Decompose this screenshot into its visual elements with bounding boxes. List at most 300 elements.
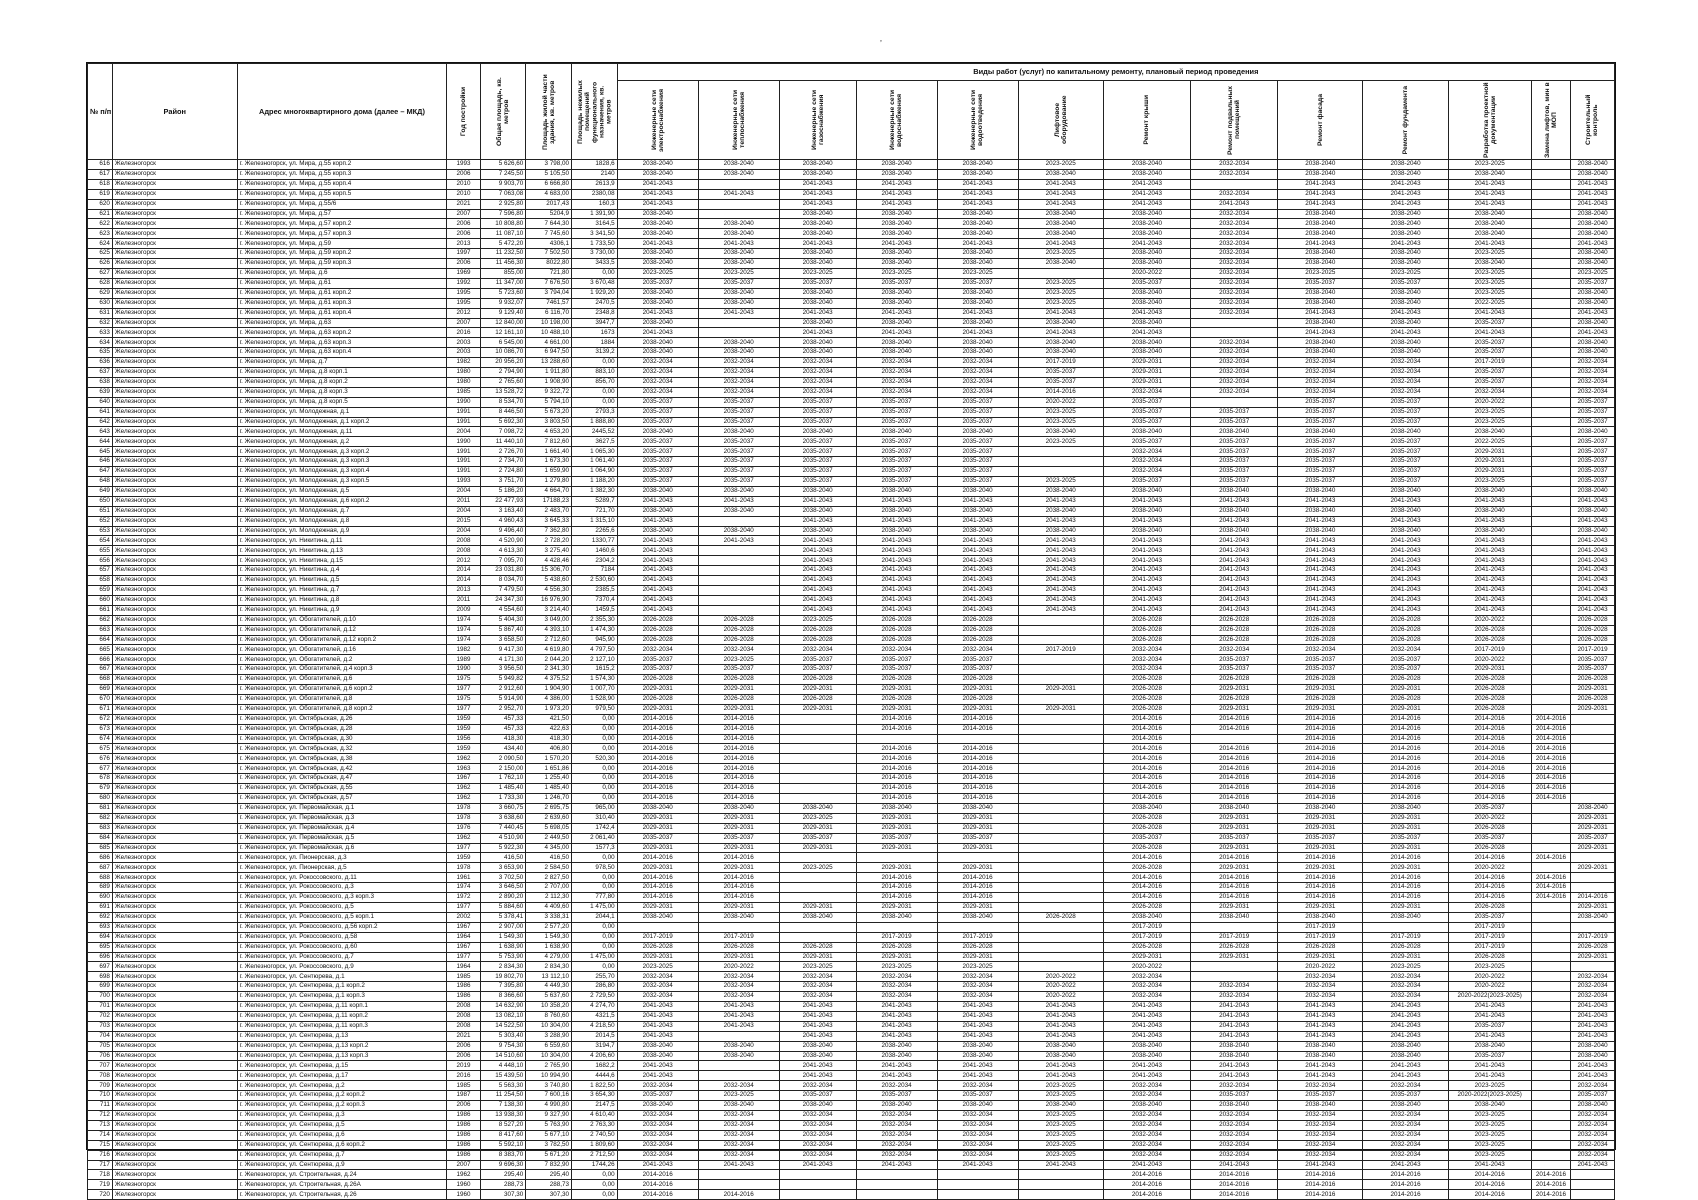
cell-basement: 2041-2043 (1191, 556, 1278, 566)
cell-water: 2029-2031 (856, 685, 937, 695)
cell-living-area: 13 112,10 (526, 972, 572, 982)
cell-address: г. Железногорск, ул. Никитина, д.15 (237, 556, 447, 566)
cell-no: 675 (88, 744, 113, 754)
cell-nonres-area: 1 391,90 (571, 209, 617, 219)
cell-total-area: 7 440,45 (480, 823, 526, 833)
cell-address: г. Железногорск, ул. Мира, д.63 корп.2 (237, 328, 447, 338)
cell-heating: 2035-2037 (698, 437, 779, 447)
cell-roof: 2038-2040 (1103, 288, 1190, 298)
cell-heating: 2038-2040 (698, 348, 779, 358)
cell-foundation: 2035-2037 (1363, 467, 1448, 477)
cell-elevator: 2023-2025 (1018, 278, 1103, 288)
cell-gas: 2038-2040 (779, 169, 856, 179)
cell-water: 2041-2043 (856, 1160, 937, 1170)
cell-nonres-area: 0,00 (571, 932, 617, 942)
cell-living-area: 1 973,20 (526, 704, 572, 714)
cell-design: 2014-2016 (1448, 853, 1531, 863)
cell-roof: 2035-2037 (1103, 417, 1190, 427)
cell-elevator: 2038-2040 (1018, 1101, 1103, 1111)
cell-sewage: 2041-2043 (937, 199, 1018, 209)
cell-gas: 2038-2040 (779, 348, 856, 358)
cell-elevator: 2041-2043 (1018, 189, 1103, 199)
cell-facade: 2014-2016 (1278, 794, 1363, 804)
table-row (88, 566, 1615, 576)
cell-no: 665 (88, 645, 113, 655)
cell-no: 663 (88, 625, 113, 635)
cell-design: 2014-2016 (1448, 724, 1531, 734)
cell-year: 1991 (447, 417, 480, 427)
cell-foundation: 2014-2016 (1363, 714, 1448, 724)
cell-basement: 2029-2031 (1191, 823, 1278, 833)
cell-elevator (1018, 952, 1103, 962)
cell-nonres-area: 4321,5 (571, 1011, 617, 1021)
cell-gas (779, 774, 856, 784)
cell-basement: 2029-2031 (1191, 952, 1278, 962)
cell-construction-control: 2026-2028 (1571, 675, 1615, 685)
cell-living-area: 2 584,50 (526, 863, 572, 873)
cell-design: 2041-2043 (1448, 576, 1531, 586)
table-row (88, 694, 1615, 704)
cell-living-area: 10 304,00 (526, 1051, 572, 1061)
cell-nonres-area: 1 064,90 (571, 467, 617, 477)
cell-gas: 2026-2028 (779, 942, 856, 952)
cell-facade: 2014-2016 (1278, 734, 1363, 744)
cell-total-area: 3 702,50 (480, 873, 526, 883)
cell-nonres-area: 3627,5 (571, 437, 617, 447)
cell-water: 2035-2037 (856, 467, 937, 477)
cell-nonres-area: 3 730,00 (571, 249, 617, 259)
cell-no: 717 (88, 1160, 113, 1170)
cell-basement: 2014-2016 (1191, 1190, 1278, 1200)
cell-gas: 2035-2037 (779, 833, 856, 843)
cell-gas: 2038-2040 (779, 259, 856, 269)
cell-total-area: 2 952,70 (480, 704, 526, 714)
cell-elevator-replace: 2014-2016 (1531, 853, 1570, 863)
cell-roof: 2041-2043 (1103, 556, 1190, 566)
cell-construction-control: 2032-2034 (1571, 377, 1615, 387)
cell-address: г. Железногорск, ул. Обогатителей, д.16 (237, 645, 447, 655)
cell-elevator-replace (1531, 823, 1570, 833)
cell-heating: 2026-2028 (698, 635, 779, 645)
capital-repair-table (87, 63, 1615, 1200)
cell-living-area: 4 449,30 (526, 982, 572, 992)
cell-construction-control: 2032-2034 (1571, 1120, 1615, 1130)
cell-living-area: 4 556,30 (526, 585, 572, 595)
cell-gas: 2032-2034 (779, 972, 856, 982)
cell-total-area: 9 903,70 (480, 179, 526, 189)
cell-rayon: Железногорск (112, 556, 237, 566)
cell-address: г. Железногорск, ул. Рокоссовского, д.9 (237, 962, 447, 972)
cell-construction-control: 2038-2040 (1571, 506, 1615, 516)
cell-year: 1985 (447, 1081, 480, 1091)
cell-no: 649 (88, 486, 113, 496)
cell-nonres-area: 1 822,50 (571, 1081, 617, 1091)
cell-gas: 2023-2025 (779, 615, 856, 625)
cell-rayon: Железногорск (112, 1120, 237, 1130)
cell-heating (698, 576, 779, 586)
cell-elevator: 2023-2025 (1018, 437, 1103, 447)
cell-roof: 2041-2043 (1103, 605, 1190, 615)
cell-heating (698, 605, 779, 615)
cell-facade: 2029-2031 (1278, 823, 1363, 833)
cell-facade: 2026-2028 (1278, 694, 1363, 704)
cell-heating: 2038-2040 (698, 506, 779, 516)
cell-year: 1962 (447, 1170, 480, 1180)
cell-address: г. Железногорск, ул. Молодежная, д.11 (237, 427, 447, 437)
cell-year: 2006 (447, 1101, 480, 1111)
cell-foundation: 2026-2028 (1363, 694, 1448, 704)
cell-foundation: 2026-2028 (1363, 625, 1448, 635)
cell-elevator-replace (1531, 982, 1570, 992)
cell-electric: 2032-2034 (617, 387, 698, 397)
cell-sewage: 2038-2040 (937, 259, 1018, 269)
cell-design: 2023-2025 (1448, 249, 1531, 259)
cell-design: 2032-2034 (1448, 387, 1531, 397)
cell-sewage: 2029-2031 (937, 823, 1018, 833)
table-row (88, 605, 1615, 615)
table-header (88, 64, 1615, 160)
cell-basement: 2041-2043 (1191, 605, 1278, 615)
cell-electric: 2038-2040 (617, 318, 698, 328)
cell-water: 2038-2040 (856, 427, 937, 437)
cell-address: г. Железногорск, ул. Сентюрева, д.13 корп.3 (237, 1051, 447, 1061)
cell-basement: 2041-2043 (1191, 585, 1278, 595)
cell-elevator-replace (1531, 437, 1570, 447)
table-row (88, 764, 1615, 774)
cell-design: 2041-2043 (1448, 496, 1531, 506)
cell-elevator (1018, 803, 1103, 813)
cell-nonres-area: 160,3 (571, 199, 617, 209)
cell-basement: 2041-2043 (1191, 1061, 1278, 1071)
cell-roof: 2026-2028 (1103, 902, 1190, 912)
cell-address: г. Железногорск, ул. Октябрьская, д.32 (237, 744, 447, 754)
cell-living-area: 10 358,20 (526, 1002, 572, 1012)
cell-rayon: Железногорск (112, 199, 237, 209)
cell-roof: 2026-2028 (1103, 685, 1190, 695)
cell-no: 644 (88, 437, 113, 447)
cell-water (856, 853, 937, 863)
cell-elevator: 2038-2040 (1018, 427, 1103, 437)
cell-elevator-replace (1531, 932, 1570, 942)
cell-rayon: Железногорск (112, 546, 237, 556)
cell-roof: 2041-2043 (1103, 595, 1190, 605)
cell-year: 1990 (447, 397, 480, 407)
cell-total-area: 7 245,50 (480, 169, 526, 179)
cell-water: 2038-2040 (856, 249, 937, 259)
cell-elevator (1018, 714, 1103, 724)
cell-year: 2006 (447, 1051, 480, 1061)
cell-design: 2041-2043 (1448, 199, 1531, 209)
cell-design: 2041-2043 (1448, 179, 1531, 189)
cell-address: г. Железногорск, ул. Первомайская, д.3 (237, 813, 447, 823)
cell-roof: 2041-2043 (1103, 1021, 1190, 1031)
cell-heating: 2029-2031 (698, 902, 779, 912)
cell-elevator: 2038-2040 (1018, 338, 1103, 348)
cell-foundation: 2032-2034 (1363, 1120, 1448, 1130)
cell-foundation: 2032-2034 (1363, 982, 1448, 992)
cell-nonres-area: 286,80 (571, 982, 617, 992)
cell-elevator: 2038-2040 (1018, 219, 1103, 229)
cell-basement: 2035-2037 (1191, 437, 1278, 447)
cell-basement: 2032-2034 (1191, 219, 1278, 229)
cell-no: 688 (88, 873, 113, 883)
cell-total-area: 7 098,72 (480, 427, 526, 437)
cell-living-area: 6 666,80 (526, 179, 572, 189)
cell-facade: 2041-2043 (1278, 308, 1363, 318)
cell-living-area: 4 653,20 (526, 427, 572, 437)
cell-heating: 2014-2016 (698, 794, 779, 804)
cell-water: 2029-2031 (856, 843, 937, 853)
cell-total-area: 1 549,30 (480, 932, 526, 942)
cell-living-area: 4 664,70 (526, 486, 572, 496)
cell-foundation: 2041-2043 (1363, 1002, 1448, 1012)
cell-rayon: Железногорск (112, 1031, 237, 1041)
cell-gas: 2041-2043 (779, 516, 856, 526)
cell-design: 2038-2040 (1448, 169, 1531, 179)
cell-address: г. Железногорск, ул. Сентюрева, д.7 (237, 1150, 447, 1160)
cell-foundation: 2032-2034 (1363, 972, 1448, 982)
cell-construction-control: 2041-2043 (1571, 199, 1615, 209)
cell-water: 2035-2037 (856, 278, 937, 288)
cell-basement: 2032-2034 (1191, 1111, 1278, 1121)
cell-elevator-replace (1531, 952, 1570, 962)
cell-year: 1997 (447, 249, 480, 259)
cell-gas: 2038-2040 (779, 338, 856, 348)
cell-nonres-area: 1 065,30 (571, 447, 617, 457)
cell-elevator-replace (1531, 912, 1570, 922)
cell-heating: 2032-2034 (698, 992, 779, 1002)
cell-water (856, 734, 937, 744)
cell-nonres-area: 7370,4 (571, 595, 617, 605)
cell-roof: 2020-2022 (1103, 962, 1190, 972)
cell-electric: 2035-2037 (617, 278, 698, 288)
cell-nonres-area: 2613,9 (571, 179, 617, 189)
cell-roof: 2038-2040 (1103, 912, 1190, 922)
cell-rayon: Железногорск (112, 268, 237, 278)
cell-rayon: Железногорск (112, 278, 237, 288)
cell-foundation: 2038-2040 (1363, 1051, 1448, 1061)
table-row (88, 536, 1615, 546)
table-row (88, 397, 1615, 407)
cell-water: 2041-2043 (856, 546, 937, 556)
cell-elevator-replace (1531, 368, 1570, 378)
cell-water: 2035-2037 (856, 655, 937, 665)
cell-water: 2032-2034 (856, 1120, 937, 1130)
cell-electric: 2041-2043 (617, 496, 698, 506)
cell-sewage: 2038-2040 (937, 506, 1018, 516)
cell-roof: 2038-2040 (1103, 1051, 1190, 1061)
cell-address: г. Железногорск, ул. Обогатителей, д.12 (237, 625, 447, 635)
cell-electric: 2038-2040 (617, 219, 698, 229)
cell-total-area: 7 395,80 (480, 982, 526, 992)
cell-elevator-replace (1531, 1150, 1570, 1160)
cell-roof: 2032-2034 (1103, 1091, 1190, 1101)
cell-heating: 2014-2016 (698, 883, 779, 893)
cell-no: 662 (88, 615, 113, 625)
cell-design: 2041-2043 (1448, 536, 1531, 546)
cell-heating (698, 516, 779, 526)
cell-address: г. Железногорск, ул. Пионерская, д.3 (237, 853, 447, 863)
cell-heating: 2032-2034 (698, 1081, 779, 1091)
cell-foundation: 2029-2031 (1363, 813, 1448, 823)
cell-address: г. Железногорск, ул. Обогатителей, д.6 корп.2 (237, 685, 447, 695)
cell-total-area: 4 510,90 (480, 833, 526, 843)
cell-water: 2041-2043 (856, 189, 937, 199)
cell-foundation: 2038-2040 (1363, 486, 1448, 496)
cell-design: 2029-2031 (1448, 467, 1531, 477)
cell-electric: 2029-2031 (617, 902, 698, 912)
cell-year: 2013 (447, 585, 480, 595)
cell-facade: 2032-2034 (1278, 645, 1363, 655)
cell-year: 2014 (447, 566, 480, 576)
cell-water: 2026-2028 (856, 615, 937, 625)
cell-total-area: 2 890,20 (480, 893, 526, 903)
cell-address: г. Железногорск, ул. Обогатителей, д.8 (237, 694, 447, 704)
cell-address: г. Железногорск, ул. Рокоссовского, д.7 (237, 952, 447, 962)
cell-construction-control (1571, 764, 1615, 774)
table-row (88, 843, 1615, 853)
cell-address: г. Железногорск, ул. Мира, д.7 (237, 358, 447, 368)
cell-address: г. Железногорск, ул. Молодежная, д.9 (237, 526, 447, 536)
cell-nonres-area: 0,00 (571, 784, 617, 794)
cell-sewage: 2038-2040 (937, 348, 1018, 358)
cell-living-area: 2 639,60 (526, 813, 572, 823)
cell-year: 1972 (447, 893, 480, 903)
cell-basement: 2041-2043 (1191, 546, 1278, 556)
cell-rayon: Железногорск (112, 1051, 237, 1061)
cell-design: 2020-2022 (1448, 813, 1531, 823)
cell-elevator: 2041-2043 (1018, 179, 1103, 189)
cell-electric: 2041-2043 (617, 199, 698, 209)
cell-nonres-area: 0,00 (571, 744, 617, 754)
cell-gas: 2041-2043 (779, 1031, 856, 1041)
table-row (88, 992, 1615, 1002)
table-row (88, 1190, 1615, 1200)
cell-nonres-area: 2 061,40 (571, 833, 617, 843)
cell-elevator-replace (1531, 278, 1570, 288)
cell-design: 2014-2016 (1448, 714, 1531, 724)
cell-construction-control: 2041-2043 (1571, 585, 1615, 595)
cell-sewage: 2038-2040 (937, 526, 1018, 536)
cell-gas: 2029-2031 (779, 685, 856, 695)
cell-nonres-area: 7184 (571, 566, 617, 576)
cell-living-area: 2 341,30 (526, 665, 572, 675)
cell-elevator-replace: 2014-2016 (1531, 1190, 1570, 1200)
cell-sewage: 2038-2040 (937, 1041, 1018, 1051)
cell-water: 2035-2037 (856, 477, 937, 487)
table-row (88, 1160, 1615, 1170)
cell-electric: 2035-2037 (617, 665, 698, 675)
cell-nonres-area: 0,00 (571, 853, 617, 863)
cell-basement: 2041-2043 (1191, 1031, 1278, 1041)
cell-facade: 2014-2016 (1278, 744, 1363, 754)
cell-elevator-replace (1531, 1041, 1570, 1051)
cell-basement: 2041-2043 (1191, 1160, 1278, 1170)
cell-year: 1962 (447, 833, 480, 843)
cell-foundation: 2041-2043 (1363, 1061, 1448, 1071)
cell-address: г. Железногорск, ул. Рокоссовского, д.58 (237, 932, 447, 942)
cell-elevator: 2041-2043 (1018, 546, 1103, 556)
cell-address: г. Железногорск, ул. Мира, д.57 корп.2 (237, 219, 447, 229)
cell-basement: 2032-2034 (1191, 377, 1278, 387)
cell-nonres-area: 0,00 (571, 1170, 617, 1180)
cell-nonres-area: 1 888,80 (571, 417, 617, 427)
cell-facade: 2029-2031 (1278, 704, 1363, 714)
cell-foundation: 2041-2043 (1363, 1031, 1448, 1041)
cell-address: г. Железногорск, ул. Сентюрева, д.13 (237, 1031, 447, 1041)
cell-living-area: 421,50 (526, 714, 572, 724)
cell-living-area: 2 483,70 (526, 506, 572, 516)
cell-living-area: 5204,9 (526, 209, 572, 219)
cell-facade: 2038-2040 (1278, 249, 1363, 259)
cell-basement: 2014-2016 (1191, 764, 1278, 774)
table-row (88, 268, 1615, 278)
cell-facade: 2041-2043 (1278, 1061, 1363, 1071)
cell-no: 616 (88, 160, 113, 170)
cell-electric: 2014-2016 (617, 1190, 698, 1200)
cell-total-area: 11 254,50 (480, 1091, 526, 1101)
cell-basement: 2041-2043 (1191, 516, 1278, 526)
cell-construction-control: 2038-2040 (1571, 169, 1615, 179)
cell-elevator: 2023-2025 (1018, 298, 1103, 308)
cell-water: 2035-2037 (856, 1091, 937, 1101)
cell-construction-control (1571, 873, 1615, 883)
cell-gas: 2038-2040 (779, 229, 856, 239)
cell-sewage: 2038-2040 (937, 229, 1018, 239)
cell-no: 720 (88, 1190, 113, 1200)
cell-roof: 2014-2016 (1103, 853, 1190, 863)
cell-basement: 2041-2043 (1191, 199, 1278, 209)
cell-foundation: 2032-2034 (1363, 368, 1448, 378)
col-header-work-gas: Инженерные сети газоснабжения (779, 81, 856, 160)
cell-elevator: 2020-2022 (1018, 982, 1103, 992)
cell-electric: 2041-2043 (617, 585, 698, 595)
cell-roof: 2041-2043 (1103, 1031, 1190, 1041)
cell-rayon: Железногорск (112, 1021, 237, 1031)
table-row (88, 358, 1615, 368)
cell-facade: 2041-2043 (1278, 605, 1363, 615)
cell-sewage: 2032-2034 (937, 645, 1018, 655)
cell-foundation: 2032-2034 (1363, 645, 1448, 655)
cell-facade: 2032-2034 (1278, 1130, 1363, 1140)
cell-roof: 2014-2016 (1103, 734, 1190, 744)
cell-nonres-area: 3947,7 (571, 318, 617, 328)
cell-address: г. Железногорск, ул. Строительная, д.26 (237, 1190, 447, 1200)
cell-sewage: 2038-2040 (937, 288, 1018, 298)
cell-heating (698, 328, 779, 338)
cell-year: 1991 (447, 447, 480, 457)
cell-elevator-replace (1531, 942, 1570, 952)
cell-roof: 2032-2034 (1103, 1120, 1190, 1130)
cell-rayon: Железногорск (112, 576, 237, 586)
cell-year: 1967 (447, 774, 480, 784)
cell-sewage: 2035-2037 (937, 407, 1018, 417)
cell-living-area: 4 409,60 (526, 902, 572, 912)
cell-total-area: 8 034,70 (480, 576, 526, 586)
cell-total-area: 5 723,60 (480, 288, 526, 298)
cell-electric: 2032-2034 (617, 358, 698, 368)
table-row (88, 595, 1615, 605)
cell-nonres-area: 0,00 (571, 397, 617, 407)
cell-facade: 2026-2028 (1278, 675, 1363, 685)
cell-total-area: 20 956,20 (480, 358, 526, 368)
table-row (88, 1101, 1615, 1111)
cell-basement: 2014-2016 (1191, 784, 1278, 794)
cell-elevator-replace: 2014-2016 (1531, 883, 1570, 893)
cell-design: 2022-2025 (1448, 437, 1531, 447)
cell-heating: 2026-2028 (698, 625, 779, 635)
col-header-work-electric: Инженерные сети электроснабжения (617, 81, 698, 160)
